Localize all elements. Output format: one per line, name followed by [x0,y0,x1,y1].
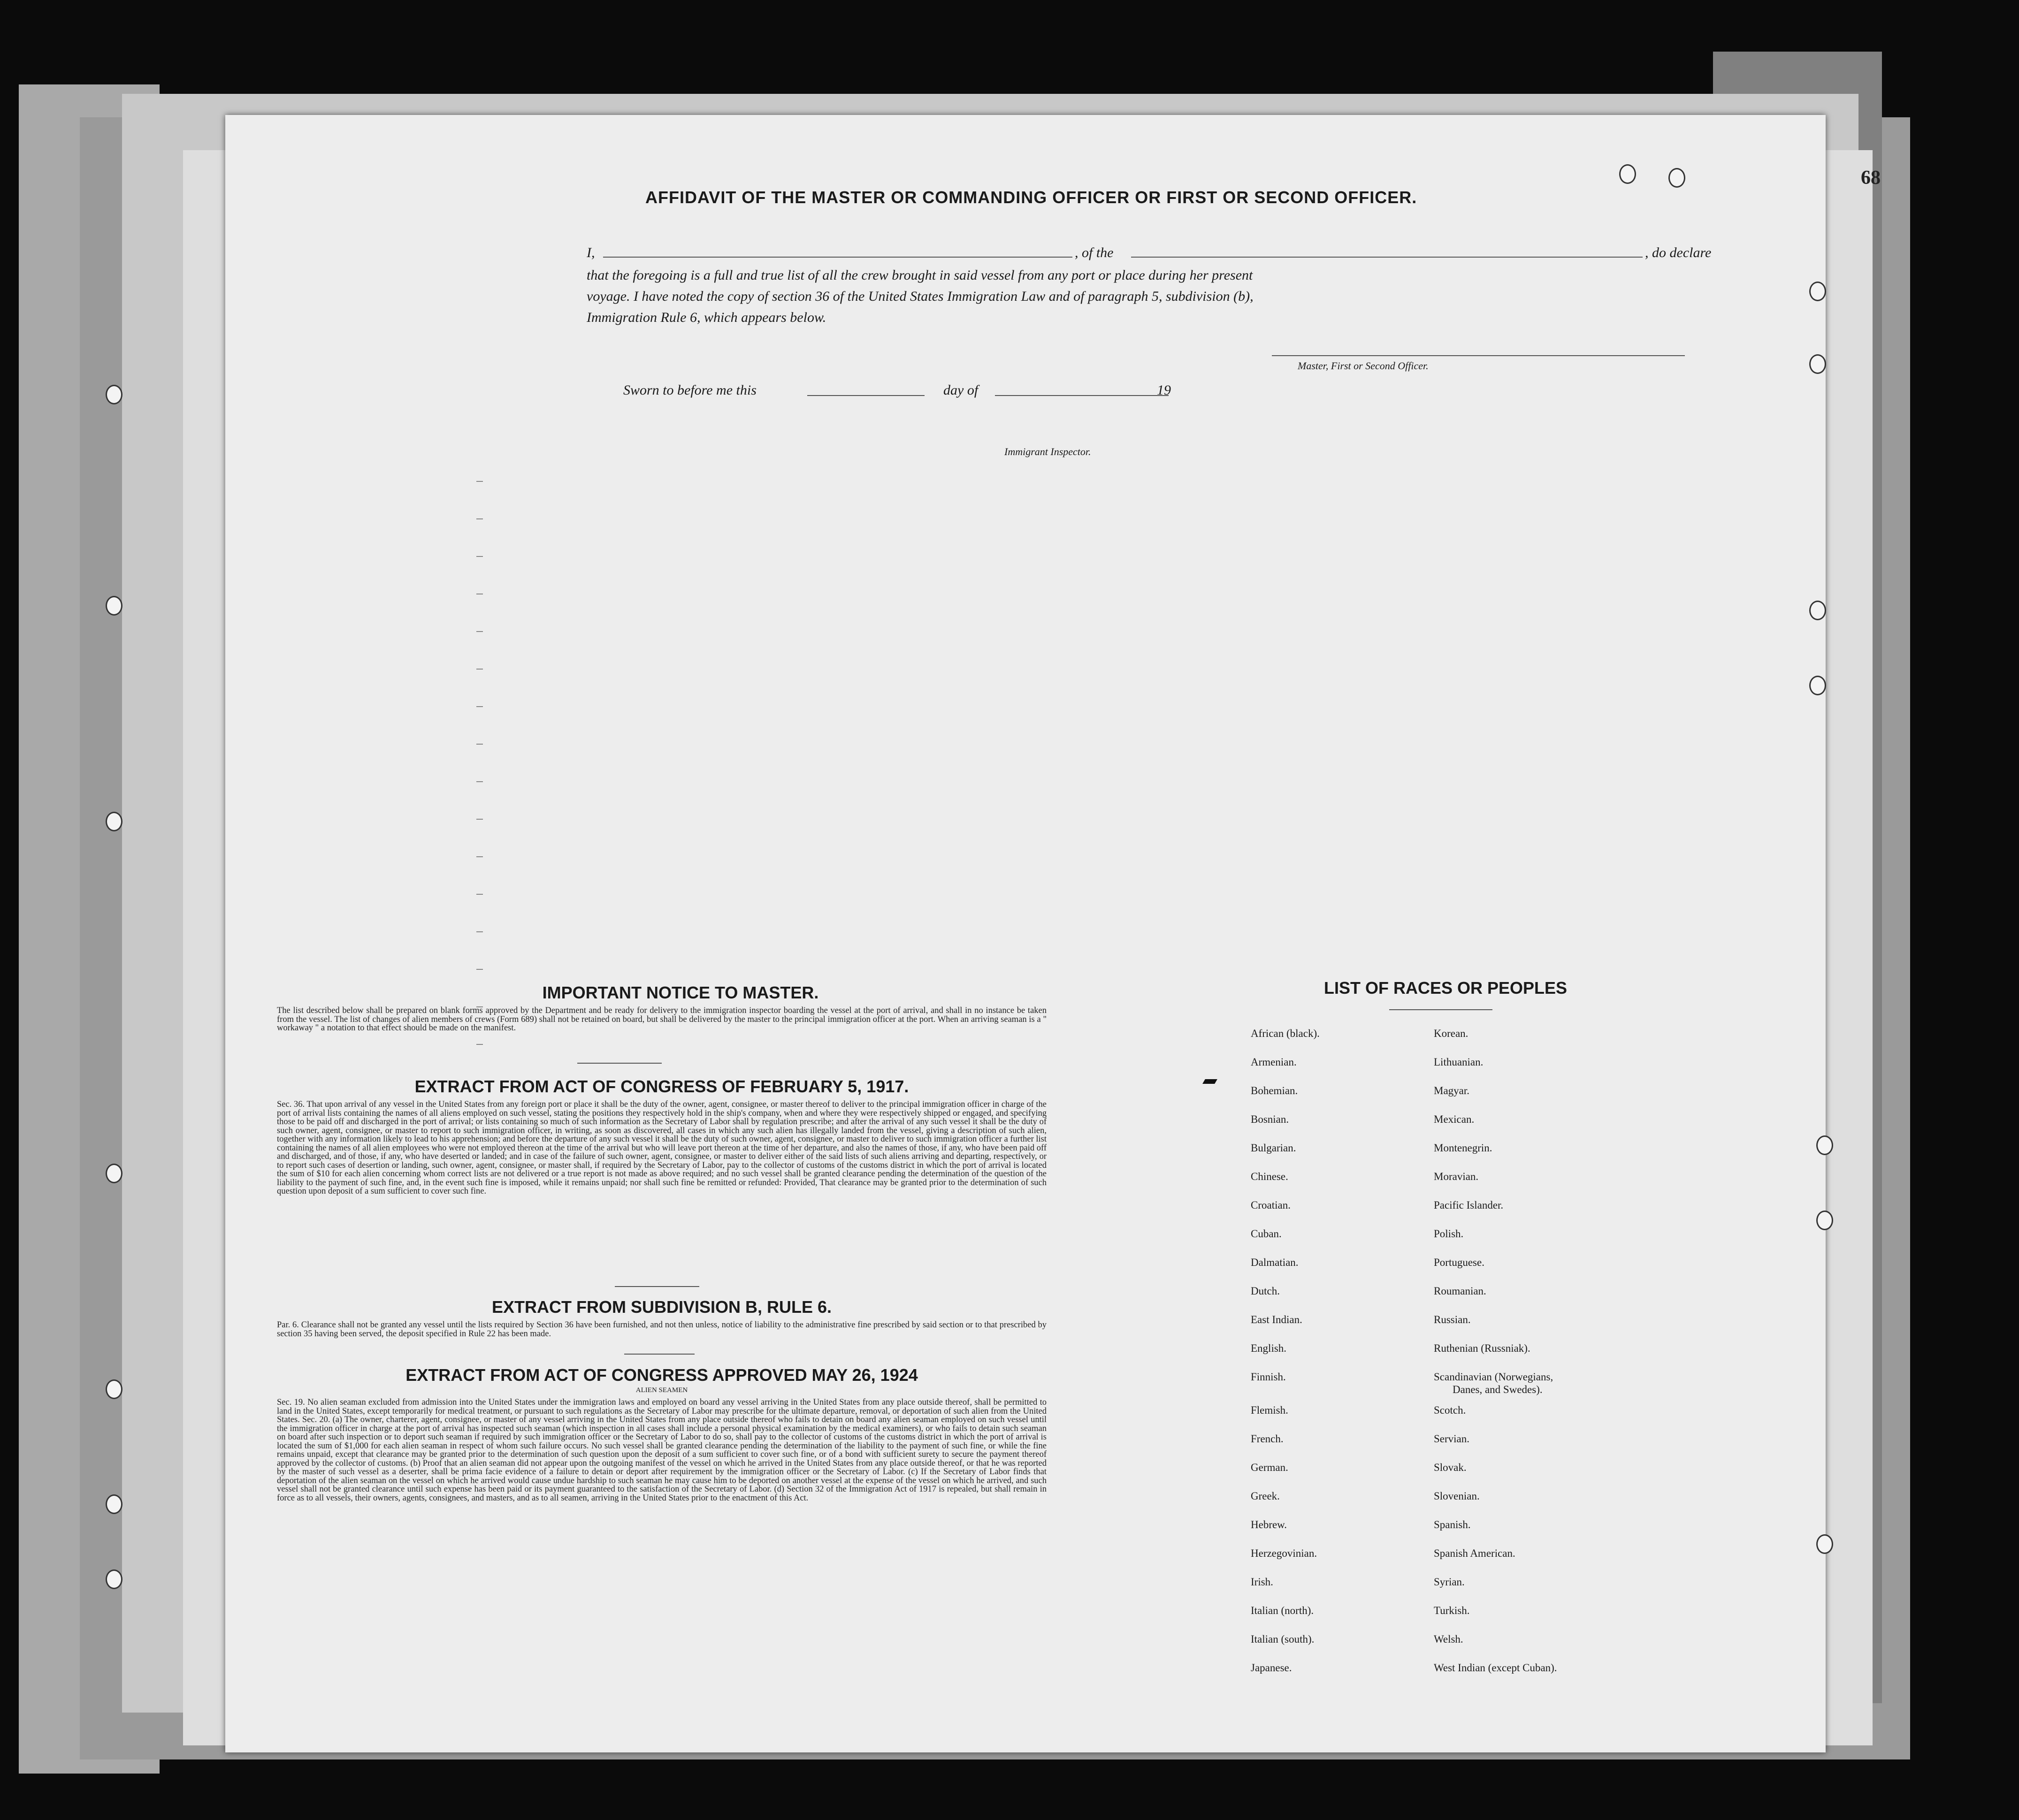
races-title: LIST OF RACES OR PEOPLES [1323,978,1568,998]
punch-hole-icon [106,1494,122,1514]
notice-divider [577,1063,662,1064]
race-left-item: African (black). [1251,1028,1320,1039]
punch-hole-icon [1816,1135,1833,1155]
race-right-item: Servian. [1434,1433,1470,1445]
affidavit-of-the: , of the [1075,245,1114,260]
race-right-item: Scotch. [1434,1404,1466,1416]
grid-dash [476,969,483,970]
race-right-item: Polish. [1434,1228,1464,1240]
race-right-item: Slovenian. [1434,1490,1480,1502]
grid-dash [476,481,483,482]
race-right-item: Welsh. [1434,1633,1463,1645]
race-right-item: Magyar. [1434,1085,1470,1097]
race-left-item: Chinese. [1251,1171,1288,1182]
race-left-item: Bosnian. [1251,1113,1289,1125]
extract-1924-title: EXTRACT FROM ACT OF CONGRESS APPROVED MAY 26, 1924 [405,1365,918,1385]
sworn-text: Sworn to before me this [623,382,757,398]
page-number: 68 [1861,167,1881,189]
punch-hole-icon [1816,1534,1833,1554]
race-left-item: German. [1251,1462,1288,1473]
extract-1924-subtitle: ALIEN SEAMEN [635,1386,688,1394]
race-left-item: Bohemian. [1251,1085,1298,1097]
races-divider [1389,1009,1492,1010]
race-left-item: English. [1251,1342,1287,1354]
extract-1917-text: Sec. 36. That upon arrival of any vessel in the United States from any foreign port or place it shall be the duty of the owner, agent, consignee, or master thereof to deliver to the principal immigration officer in charge of the port of arrival lists containing the names of all aliens employed on such vessel, stating the positions they respectively hold in the ship's company, when and where they were respectively shipped or engaged, and specifying those to be paid off and discharged in the port of arrival; or lists containing so much of such information as the Secretary of Labor shall by regulation prescribe; and after the arrival of any such vessel it shall be the duty of such owner, agent, consignee, or master to report to such immigration officer, in writing, as soon as discovered, all cases in which any such alien has illegally landed from the vessel, giving a description of such alien, together with any information likely to lead to his apprehension; and before the departure of any such vessel it shall be the duty of such owner, agent, consignee, or master to deliver to such immigration officer a further list containing the names of all alien employees who were not employed thereon at the time of the arrival but who will leave port thereon at the time of her departure, and also the names of those, if any, who have been paid off and discharged, and of those, if any, who have deserted or landed; and in case of the failure of such owner, agent, consignee, or master to deliver either of the said lists of such aliens arriving and departing, respectively, or to report such cases of desertion or landing, such owner, agent, consignee, or master shall, if required by the Secretary of Labor, pay to the collector of customs of the customs district in which the port of arrival is located the sum of $10 for each alien concerning whom correct lists are not delivered or a true report is not made as above required; and no such vessel shall be granted clearance pending the determination of the question of the liability to the payment of such fine, and, in the event such fine is imposed, while it remains unpaid; nor shall such fine be remitted or refunded: Provided, That clearance may be granted prior to the determination of such question upon deposit of a sum sufficient to cover such fine. [277,1100,1047,1196]
grid-dash [476,706,483,707]
extract-1917-divider [615,1286,699,1287]
race-right-item: Syrian. [1434,1576,1465,1588]
race-left-item: Flemish. [1251,1404,1288,1416]
affidavit-line-3: voyage. I have noted the copy of section 36 of the United States Immigration Law and of paragraph 5, subdivision (b), [587,289,1254,304]
race-left-item: Italian (south). [1251,1633,1315,1645]
race-right-item: Korean. [1434,1028,1468,1039]
race-right-item: Spanish. [1434,1519,1471,1531]
notice-title: IMPORTANT NOTICE TO MASTER. [542,983,819,1002]
race-left-item: Dalmatian. [1251,1256,1299,1268]
grid-dash [476,781,483,782]
grid-dash [476,819,483,820]
affidavit-i: I, [587,245,595,260]
sworn-month-line [995,395,1169,396]
extract-1917-title: EXTRACT FROM ACT OF CONGRESS OF FEBRUARY 5, 1917. [414,1077,909,1096]
race-left-item: East Indian. [1251,1314,1302,1325]
signature-line [1272,355,1685,356]
race-right-item: Mexican. [1434,1113,1475,1125]
punch-hole-icon [1668,168,1685,188]
affidavit-line-2: that the foregoing is a full and true list of all the crew brought in said vessel from any port or place during her present [587,267,1253,283]
race-right-item: Russian. [1434,1314,1471,1325]
rule6-text: Par. 6. Clearance shall not be granted any vessel until the lists required by Section 36 have been furnished, and not then unless, notice of liability to the administrative fine prescribed by said section or to that prescribed by section 35 having been served, the deposit specified in Rule 22 has been made. [277,1320,1047,1339]
race-right-item: Montenegrin. [1434,1142,1492,1154]
race-left-item: Armenian. [1251,1056,1297,1068]
punch-hole-icon [1619,164,1636,184]
punch-hole-icon [106,1569,122,1589]
race-left-item: Hebrew. [1251,1519,1287,1531]
race-right-item: Ruthenian (Russniak). [1434,1342,1530,1354]
race-left-item: Bulgarian. [1251,1142,1296,1154]
punch-hole-icon [1816,1211,1833,1230]
punch-hole-icon [106,1164,122,1183]
punch-hole-icon [1809,282,1826,301]
punch-hole-icon [106,596,122,616]
race-right-item: Turkish. [1434,1605,1470,1616]
notice-text: The list described below shall be prepared on blank forms approved by the Department and be ready for delivery to the immigration inspector boarding the vessel at the port of arrival, and shall in no instance be taken from the vessel. The list of changes of alien members of crews (Form 689) shall not be retained on board, but shall be delivered by the master to the principal immigration officer at the port. When an arriving seaman is a " workaway " a notation to that effect should be made on the manifest. [277,1006,1047,1033]
grid-dash [476,1044,483,1045]
race-left-item: Herzegovinian. [1251,1547,1317,1559]
race-right-item: Roumanian. [1434,1285,1486,1297]
affidavit-title: AFFIDAVIT OF THE MASTER OR COMMANDING OFFICER OR FIRST OR SECOND OFFICER. [645,188,1417,207]
race-left-item: Dutch. [1251,1285,1280,1297]
race-right-item: Slovak. [1434,1462,1467,1473]
sworn-day-line [807,395,925,396]
race-right-item: Portuguese. [1434,1256,1484,1268]
race-right-item: Moravian. [1434,1171,1479,1182]
punch-hole-icon [1809,676,1826,695]
race-left-item: Irish. [1251,1576,1273,1588]
signature-label: Master, First or Second Officer. [1298,360,1429,372]
inspector-label: Immigrant Inspector. [1004,446,1091,457]
form-page [225,115,1826,1752]
race-left-item: Croatian. [1251,1199,1291,1211]
race-left-item: Cuban. [1251,1228,1282,1240]
grid-dash [476,518,483,519]
punch-hole-icon [1809,601,1826,620]
race-right-item: West Indian (except Cuban). [1434,1662,1557,1674]
race-left-item: French. [1251,1433,1284,1445]
race-left-item: Greek. [1251,1490,1280,1502]
grid-dash [476,894,483,895]
extract-1924-text: Sec. 19. No alien seaman excluded from admission into the United States under the immigration laws and employed on board any vessel arriving in the United States from any place outside thereof, shall be permitted to land in the United States, except temporarily for medical treatment, or pursuant to such regulations as the Secretary of Labor may prescribe for the ultimate departure, removal, or deportation of such alien from the United States. Sec. 20. (a) The owner, charterer, agent, consignee, or master of any vessel arriving in the United States from any place outside thereof who fails to detain on board any alien seaman employed on such vessel until the immigration officer in charge at the port of arrival has inspected such seaman (which inspection in all cases shall include a personal physical examination by the medical examiners), or who fails to detain such seaman on board after such inspection or to deport such seaman if required by such immigration officer or the Secretary of Labor to do so, shall pay to the collector of customs of the customs district in which the port of arrival is located the sum of $1,000 for each alien seaman in respect of whom such failure occurs. No such vessel shall be granted clearance pending the determination of the liability to the payment of such fine, or while the fine remains unpaid, except that clearance may be granted prior to the determination of such question upon the deposit of a sum sufficient to cover such fine, or of a bond with sufficient surety to secure the payment thereof approved by the collector of customs. (b) Proof that an alien seaman did not appear upon the outgoing manifest of the vessel on which he arrived in the United States from any place outside thereof, or that he was reported by the master of such vessel as a deserter, shall be prima facie evidence of a failure to detain or deport after requirement by the immigration officer or the Secretary of Labor. (c) If the Secretary of Labor finds that deportation of the alien seaman on the vessel on which he arrived would cause undue hardship to such seaman he may cause him to be deported on another vessel at the expense of the vessel on which he arrived, and such vessel shall not be granted clearance until such expense has been paid or its payment guaranteed to the satisfaction of the Secretary of Labor. (d) Section 32 of the Immigration Act of 1917 is repealed, but shall remain in force as to all vessels, their owners, agents, consignees, and masters, and as to all seamen, arriving in the United States prior to the enactment of this Act. [277,1398,1047,1503]
affidavit-line-4: Immigration Rule 6, which appears below. [587,310,826,325]
name-line [603,257,1072,258]
race-right-item: Scandinavian (Norwegians, [1434,1371,1553,1383]
grid-dash [476,744,483,745]
race-right-item: Spanish American. [1434,1547,1515,1559]
race-right-item: Pacific Islander. [1434,1199,1504,1211]
punch-hole-icon [1809,354,1826,374]
grid-dash [476,556,483,557]
grid-dash [476,631,483,632]
race-right-item: Danes, and Swedes). [1453,1384,1543,1395]
race-right-item: Lithuanian. [1434,1056,1484,1068]
sworn-year: 19 [1157,382,1171,398]
grid-dash [476,931,483,932]
grid-dash [476,856,483,857]
rule6-divider [624,1354,695,1355]
race-left-item: Japanese. [1251,1662,1292,1674]
race-left-item: Italian (north). [1251,1605,1314,1616]
grid-dash [476,669,483,670]
punch-hole-icon [106,385,122,404]
sworn-day-of: day of [943,382,979,398]
arrow-mark-icon [1202,1079,1217,1084]
affidavit-declare: , do declare [1645,245,1712,260]
rule6-title: EXTRACT FROM SUBDIVISION B, RULE 6. [491,1297,832,1317]
race-left-item: Finnish. [1251,1371,1286,1383]
punch-hole-icon [106,1379,122,1399]
vessel-line [1131,257,1643,258]
punch-hole-icon [106,812,122,831]
